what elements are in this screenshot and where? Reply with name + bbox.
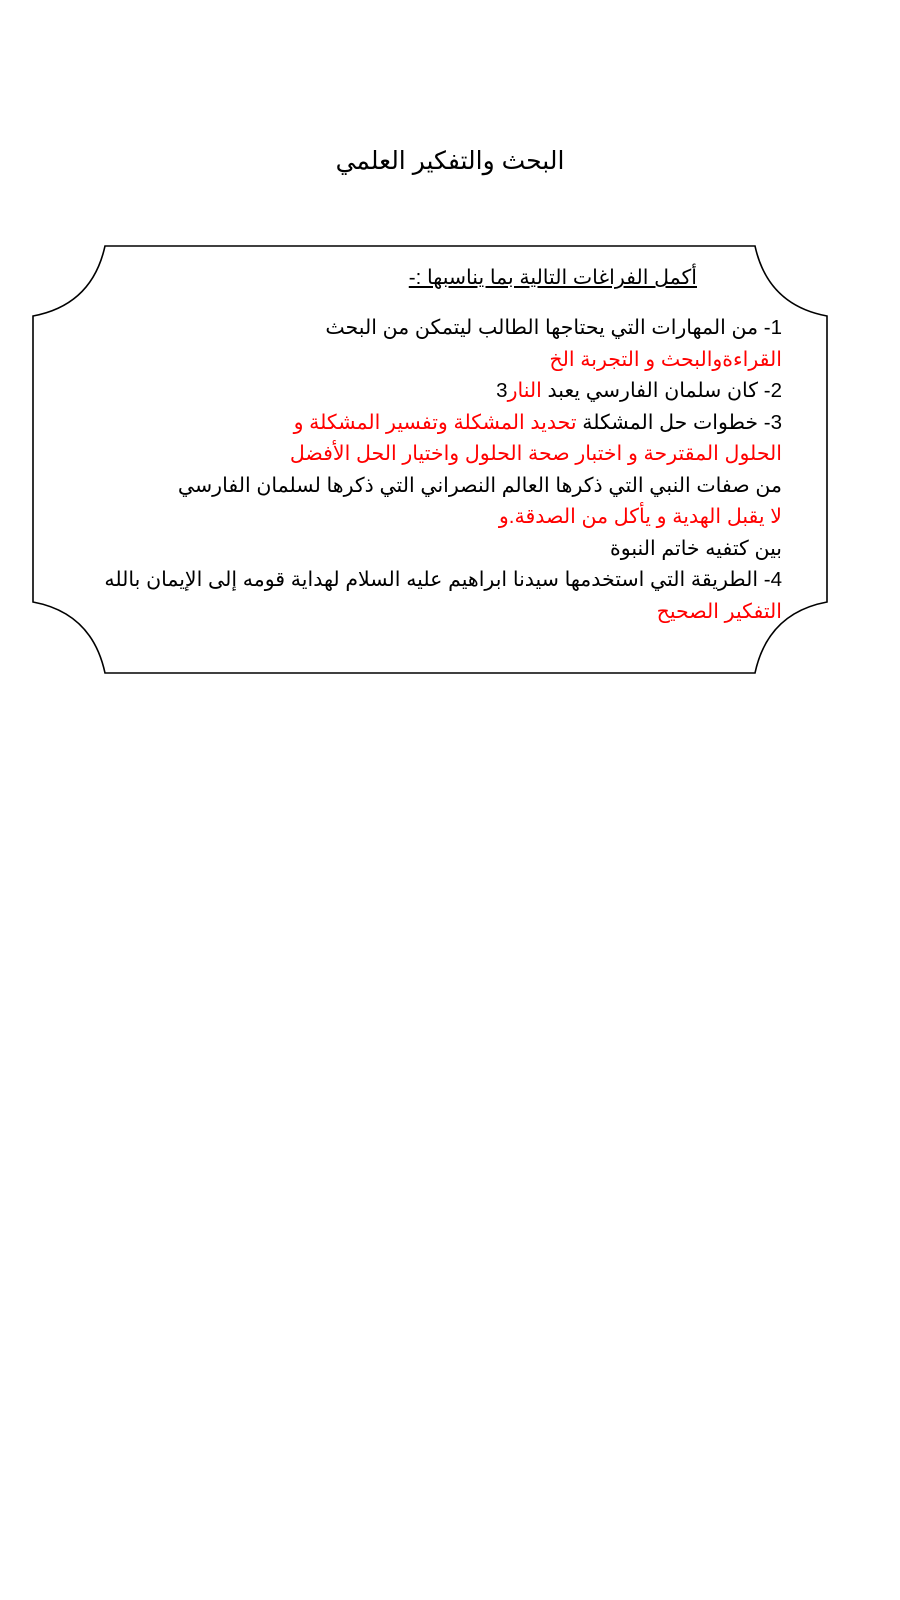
question-3b-continuation: بين كتفيه خاتم النبوة xyxy=(610,536,782,560)
question-2 xyxy=(90,375,782,407)
question-1-answer: القراءةوالبحث و التجربة الخ xyxy=(549,347,782,371)
question-3-answer-line2: الحلول المقترحة و اختبار صحة الحلول واختيار الحل الأفضل xyxy=(289,442,782,465)
question-3-answer-line1: تحديد المشكلة وتفسير المشكلة و xyxy=(293,410,577,434)
question-2-prompt: 2- كان سلمان الفارسي يعبد xyxy=(541,379,782,402)
question-2-answer: النار xyxy=(507,379,542,402)
instruction-text: أكمل الفراغات التالية بما يناسبها :- xyxy=(408,266,697,289)
question-3b-answer: لا يقبل الهدية و يأكل من الصدقة.و xyxy=(498,505,782,528)
question-1-prompt: 1- من المهارات التي يحتاجها الطالب ليتمكن من البحث xyxy=(325,316,782,339)
question-3 xyxy=(90,407,782,439)
question-3-prompt: 3- خطوات حل المشكلة xyxy=(576,410,782,434)
question-4-answer: التفكير الصحيح xyxy=(656,599,782,623)
worksheet-content xyxy=(90,262,782,627)
question-3b-prompt: من صفات النبي التي ذكرها العالم النصراني التي ذكرها لسلمان الفارسي xyxy=(177,473,782,497)
question-4-prompt: 4- الطريقة التي استخدمها سيدنا ابراهيم عليه السلام لهداية قومه إلى الإيمان بالله xyxy=(104,568,782,591)
question-2-suffix: 3 xyxy=(496,379,508,402)
page-title: البحث والتفكير العلمي xyxy=(335,147,565,175)
